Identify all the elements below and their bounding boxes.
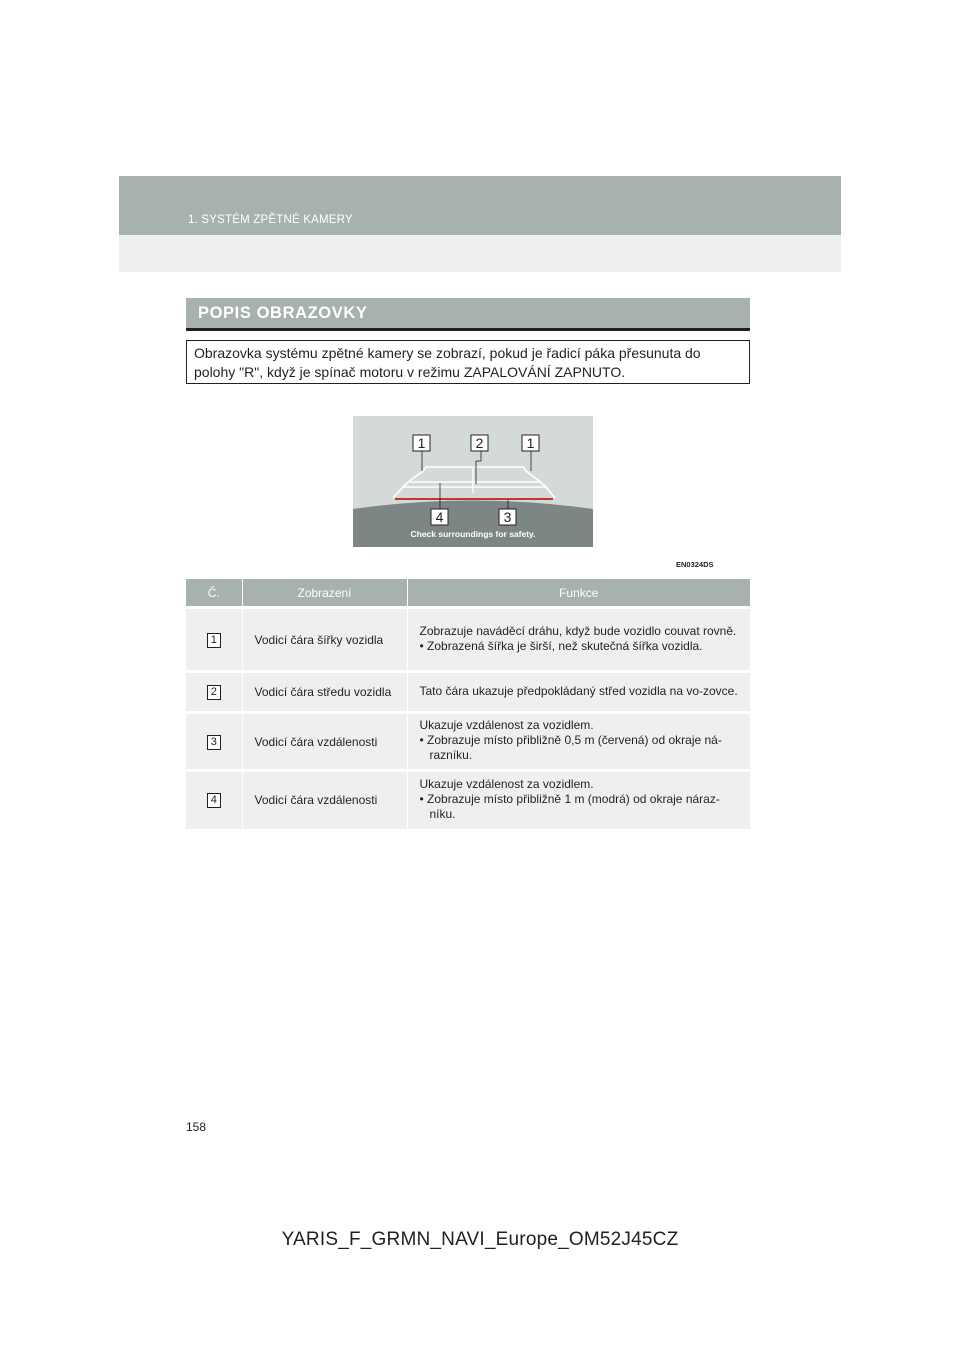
screen-caption: Check surroundings for safety. [410, 529, 536, 539]
callout-2: 2 [475, 435, 484, 451]
function-line: Ukazuje vzdálenost za vozidlem. [419, 776, 594, 791]
header-subband [119, 235, 841, 272]
table-row [186, 608, 750, 672]
row-number: 3 [207, 735, 221, 750]
callout-3: 3 [503, 509, 512, 525]
callout-4: 4 [435, 509, 444, 525]
row-display: Vodicí čára vzdálenosti [242, 771, 407, 829]
row-display: Vodicí čára vzdálenosti [242, 713, 407, 771]
intro-text: Obrazovka systému zpětné kamery se zobrazí, pokud je řadicí páka přesunuta do polohy "R", když je spínač motoru v režimu ZAPALOVÁNÍ ZAPNUTO. [186, 340, 750, 384]
function-bullet: • Zobrazuje místo přibližně 0,5 m (červená) od okraje ná-razníku. [419, 733, 722, 762]
function-line: Tato čára ukazuje předpokládaný střed vozidla na vo-zovce. [419, 683, 738, 698]
row-display: Vodicí čára středu vozidla [242, 672, 407, 713]
function-line: Zobrazuje naváděcí dráhu, když bude vozidlo couvat rovně. [419, 623, 737, 638]
section-breadcrumb: 1. SYSTÉM ZPĚTNÉ KAMERY [188, 214, 353, 226]
legend-table [186, 579, 750, 829]
col-header-display: Zobrazení [242, 579, 407, 608]
row-function [407, 608, 750, 672]
title-rule [186, 328, 750, 331]
section-title: POPIS OBRAZOVKY [186, 298, 750, 328]
figure-code: EN0324DS [676, 560, 714, 569]
table-row [186, 771, 750, 829]
function-bullet: • Zobrazuje místo přibližně 1 m (modrá) od okraje náraz-níku. [419, 791, 720, 821]
row-function [407, 672, 750, 713]
table-header-row [186, 579, 750, 608]
header-band [119, 176, 841, 235]
callout-1-left: 1 [417, 435, 426, 451]
camera-screen-figure [353, 416, 593, 547]
row-number: 4 [207, 793, 221, 808]
row-function [407, 771, 750, 829]
document-id: YARIS_F_GRMN_NAVI_Europe_OM52J45CZ [281, 1229, 679, 1250]
row-display: Vodicí čára šířky vozidla [242, 608, 407, 672]
caption-banner [353, 501, 593, 548]
table-row [186, 672, 750, 713]
table-row [186, 713, 750, 771]
row-function [407, 713, 750, 771]
row-number: 1 [207, 633, 221, 648]
function-line: Ukazuje vzdálenost za vozidlem. [419, 718, 594, 732]
callout-1-right: 1 [526, 435, 535, 451]
row-number: 2 [207, 685, 221, 700]
function-bullet: • Zobrazená šířka je širší, než skutečná šířka vozidla. [419, 638, 703, 653]
page-number: 158 [186, 1120, 207, 1134]
col-header-function: Funkce [407, 579, 750, 608]
camera-screen-illustration [353, 416, 593, 547]
col-header-number: Č. [186, 579, 242, 608]
